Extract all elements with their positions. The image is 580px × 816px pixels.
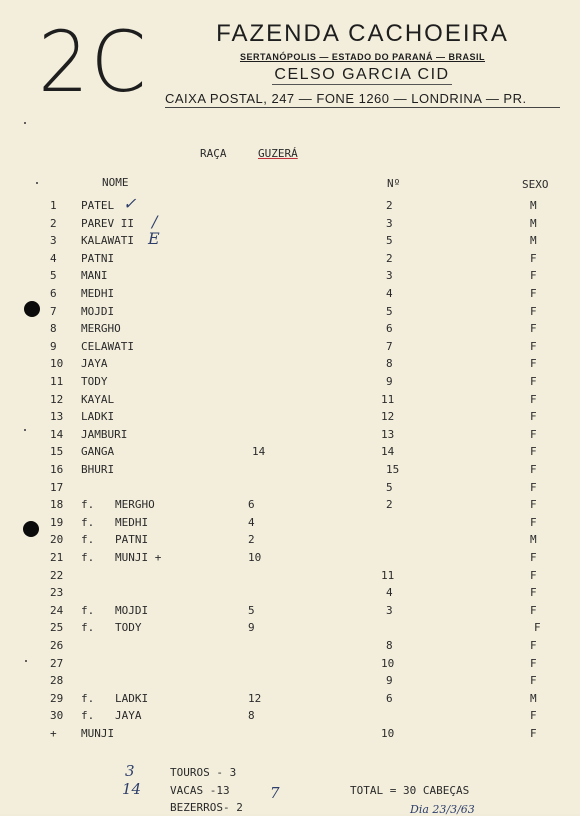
row-sex: F (530, 340, 537, 353)
row-index: 21 (50, 551, 64, 564)
row-mother-number: 14 (252, 445, 266, 458)
row-name: LADKI (115, 692, 149, 705)
row-mother-number: 10 (248, 551, 262, 564)
row-sex: F (530, 410, 537, 423)
paper-speck (36, 182, 38, 184)
punch-hole-top (24, 301, 40, 317)
row-number: 4 (386, 287, 393, 300)
row-name: PATNI (115, 533, 149, 546)
row-name: MERGHO (81, 322, 121, 335)
row-name: MANI (81, 269, 108, 282)
row-number: 3 (386, 217, 393, 230)
row-index: 28 (50, 674, 64, 687)
row-number: 9 (386, 375, 393, 388)
row-name: KALAWATI (81, 234, 134, 247)
row-index: 25 (50, 621, 64, 634)
farm-location (165, 52, 560, 62)
row-index: 1 (50, 199, 57, 212)
row-index: 4 (50, 252, 57, 265)
row-index: 22 (50, 569, 64, 582)
row-prefix: f. (81, 621, 95, 634)
row-sex: F (534, 621, 541, 634)
row-index: 3 (50, 234, 57, 247)
row-mother-number: 2 (248, 533, 255, 546)
row-index: 17 (50, 481, 64, 494)
row-index: 13 (50, 410, 64, 423)
row-sex: F (530, 604, 537, 617)
row-sex: F (530, 498, 537, 511)
row-name: TODY (115, 621, 142, 634)
row-index: 14 (50, 428, 64, 441)
row-number: 12 (381, 410, 395, 423)
row-name: CELAWATI (81, 340, 134, 353)
row-sex: F (530, 657, 537, 670)
summary-vacas: VACAS -13 (170, 784, 230, 797)
row-mother-number: 12 (248, 692, 262, 705)
punch-hole-bottom (23, 521, 39, 537)
row-sex: F (530, 393, 537, 406)
row-name: PATNI (81, 252, 115, 265)
row-index: 24 (50, 604, 64, 617)
row-number: 5 (386, 234, 393, 247)
row-index: 7 (50, 305, 57, 318)
row-index: 5 (50, 269, 57, 282)
summary-total: TOTAL = 30 CABEÇAS (350, 784, 470, 797)
row-name: KAYAL (81, 393, 115, 406)
row-sex: M (530, 692, 537, 705)
handwritten-mark: ✓ (123, 194, 137, 213)
row-name: JAMBURI (81, 428, 128, 441)
farm-title: FAZENDA CACHOEIRA (216, 20, 509, 47)
row-sex: F (530, 428, 537, 441)
column-header-name: NOME (102, 176, 129, 189)
row-name: PATEL (81, 199, 115, 212)
row-sex: M (530, 217, 537, 230)
row-sex: F (530, 322, 537, 335)
row-name: GANGA (81, 445, 115, 458)
row-sex: F (530, 287, 537, 300)
row-number: 15 (386, 463, 400, 476)
row-sex: F (530, 516, 537, 529)
row-sex: F (530, 639, 537, 652)
owner-name: CELSO GARCIA CID (272, 66, 452, 85)
farm-location-text: SERTANÓPOLIS — ESTADO DO PARANÁ — BRASIL (239, 52, 485, 62)
row-index: + (50, 727, 57, 740)
row-number: 10 (381, 727, 395, 740)
row-mother-number: 8 (248, 709, 255, 722)
row-index: 10 (50, 357, 64, 370)
row-number: 10 (381, 657, 395, 670)
handwritten-bezerros-count: 7 (270, 784, 280, 802)
row-name: PAREV II (81, 217, 134, 230)
summary-bezerros: BEZERROS- 2 (170, 801, 243, 814)
row-sex: M (530, 199, 537, 212)
row-prefix: f. (81, 533, 95, 546)
row-number: 5 (386, 305, 393, 318)
row-name: MOJDI (81, 305, 115, 318)
row-name: JAYA (115, 709, 142, 722)
row-index: 29 (50, 692, 64, 705)
farm-logo: 2C (38, 13, 149, 111)
row-number: 6 (386, 692, 393, 705)
handwritten-vacas-count: 14 (122, 780, 142, 798)
row-prefix: f. (81, 604, 95, 617)
column-header-sex: SEXO (522, 178, 549, 191)
row-number: 2 (386, 498, 393, 511)
paper-speck (24, 429, 26, 431)
row-number: 5 (386, 481, 393, 494)
row-index: 16 (50, 463, 64, 476)
row-sex: F (530, 569, 537, 582)
row-index: 8 (50, 322, 57, 335)
row-mother-number: 6 (248, 498, 255, 511)
row-sex: F (530, 445, 537, 458)
row-sex: F (530, 375, 537, 388)
row-index: 2 (50, 217, 57, 230)
row-sex: F (530, 586, 537, 599)
row-name: LADKI (81, 410, 115, 423)
row-number: 7 (386, 340, 393, 353)
row-number: 11 (381, 569, 395, 582)
row-mother-number: 4 (248, 516, 255, 529)
row-number: 6 (386, 322, 393, 335)
row-index: 23 (50, 586, 64, 599)
row-sex: M (530, 533, 537, 546)
summary-touros: TOUROS - 3 (170, 766, 237, 779)
handwritten-date: Dia 23/3/63 (410, 803, 475, 816)
row-name: TODY (81, 375, 108, 388)
breed-value: GUZERÁ (258, 147, 298, 160)
farm-address: CAIXA POSTAL, 247 — FONE 1260 — LONDRINA — PR. (165, 91, 560, 108)
row-sex: F (530, 252, 537, 265)
row-name: MUNJI (81, 727, 115, 740)
row-mother-number: 5 (248, 604, 255, 617)
row-number: 14 (381, 445, 395, 458)
handwritten-mark: / (152, 212, 158, 231)
handwritten-touros-count: 3 (125, 762, 135, 780)
row-number: 8 (386, 357, 393, 370)
row-sex: F (530, 357, 537, 370)
row-sex: F (530, 463, 537, 476)
row-index: 18 (50, 498, 64, 511)
row-index: 12 (50, 393, 64, 406)
row-index: 11 (50, 375, 64, 388)
row-number: 3 (386, 269, 393, 282)
row-name: BHURI (81, 463, 115, 476)
row-index: 27 (50, 657, 64, 670)
row-name: MERGHO (115, 498, 155, 511)
row-number: 2 (386, 252, 393, 265)
row-sex: F (530, 674, 537, 687)
row-sex: M (530, 234, 537, 247)
row-index: 6 (50, 287, 57, 300)
row-number: 4 (386, 586, 393, 599)
handwritten-mark: E (148, 229, 160, 248)
column-header-number: Nº (387, 177, 401, 190)
row-name: MOJDI (115, 604, 149, 617)
row-number: 2 (386, 199, 393, 212)
paper-speck (24, 122, 26, 124)
paper-speck (25, 660, 27, 662)
row-prefix: f. (81, 516, 95, 529)
row-number: 8 (386, 639, 393, 652)
row-sex: F (530, 709, 537, 722)
row-index: 9 (50, 340, 57, 353)
row-sex: F (530, 551, 537, 564)
row-prefix: f. (81, 551, 95, 564)
row-index: 30 (50, 709, 64, 722)
row-index: 20 (50, 533, 64, 546)
row-number: 11 (381, 393, 395, 406)
row-name: JAYA (81, 357, 108, 370)
row-prefix: f. (81, 498, 95, 511)
breed-label: RAÇA (200, 147, 227, 160)
row-number: 3 (386, 604, 393, 617)
row-prefix: f. (81, 709, 95, 722)
row-sex: F (530, 305, 537, 318)
row-sex: F (530, 481, 537, 494)
row-index: 15 (50, 445, 64, 458)
row-index: 19 (50, 516, 64, 529)
row-name: MEDHI (81, 287, 115, 300)
row-name: MUNJI + (115, 551, 162, 564)
row-mother-number: 9 (248, 621, 255, 634)
row-sex: F (530, 269, 537, 282)
row-sex: F (530, 727, 537, 740)
row-name: MEDHI (115, 516, 149, 529)
row-number: 9 (386, 674, 393, 687)
row-prefix: f. (81, 692, 95, 705)
row-index: 26 (50, 639, 64, 652)
row-number: 13 (381, 428, 395, 441)
